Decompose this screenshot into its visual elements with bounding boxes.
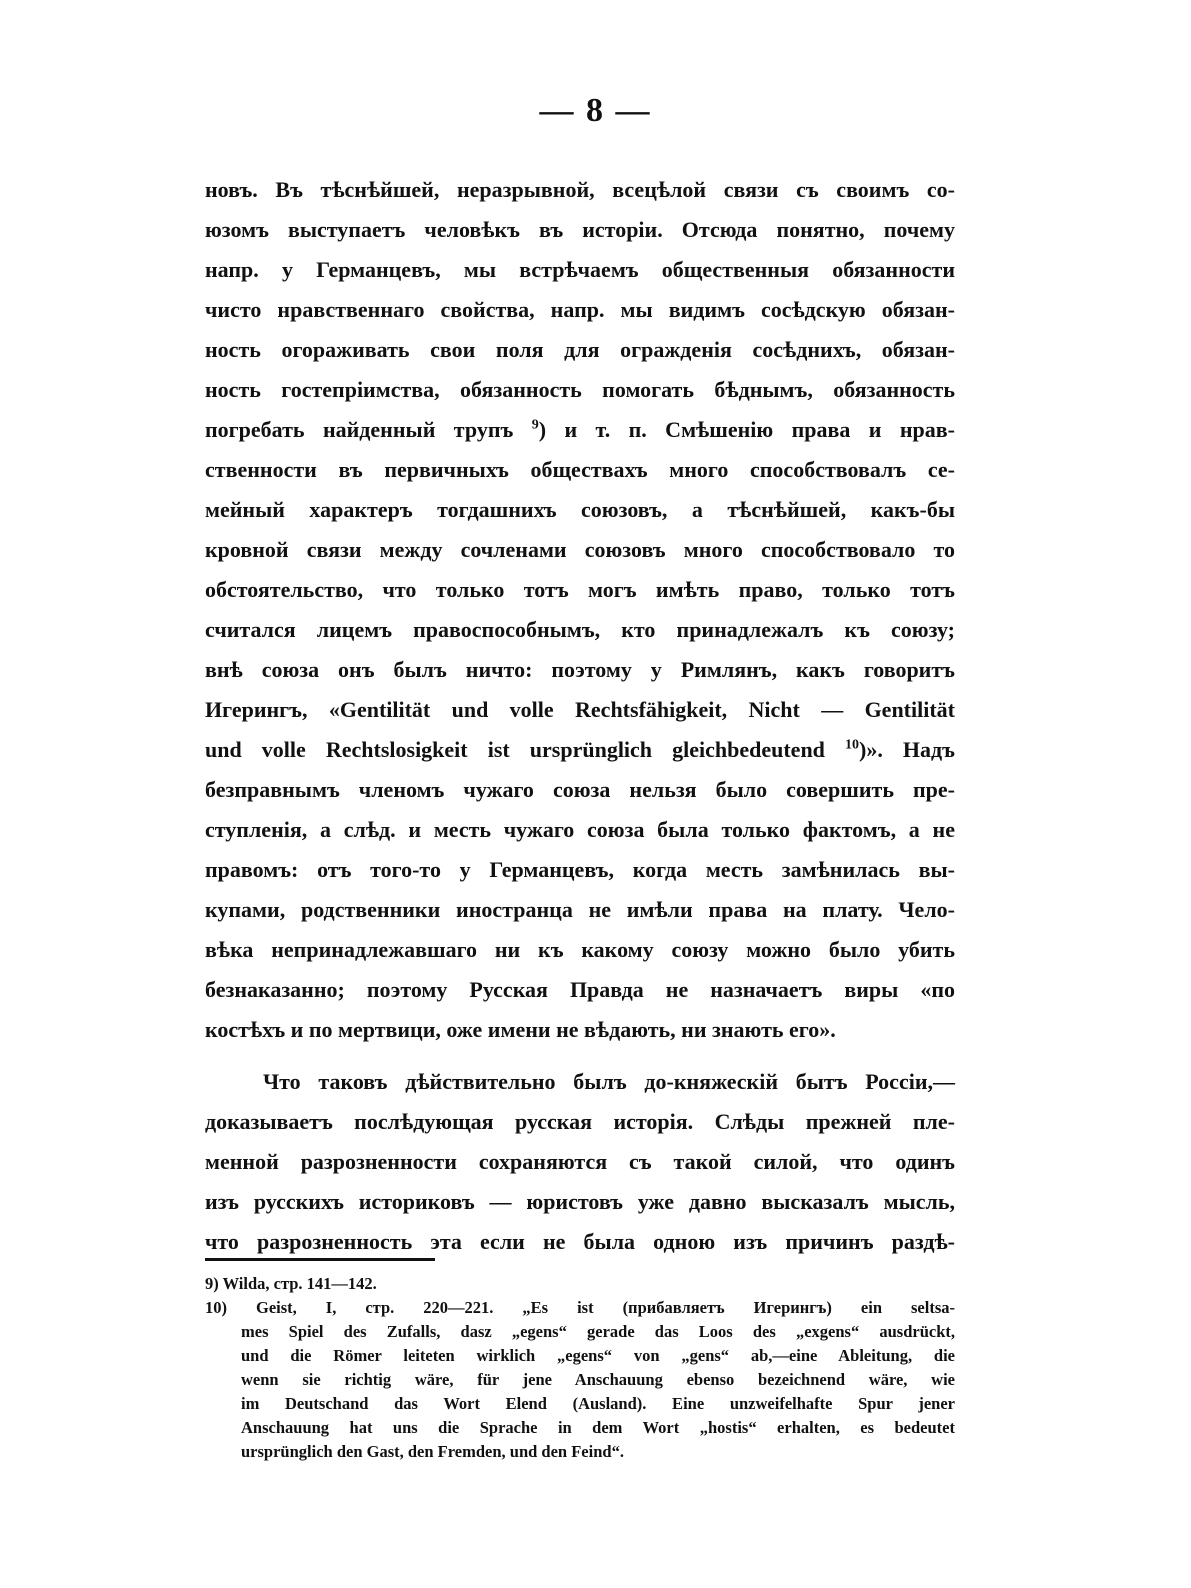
paragraph-gap [205,1050,955,1062]
footnote-9: 9) Wilda, стр. 141—142. [205,1274,377,1293]
text-line: ступленія, а слѣд. и месть чужаго союза была только фактомъ, а не [205,817,955,842]
footnote-line: Anschauung hat uns die Sprache in dem Wort „hostis“ erhalten, es bedeutet [241,1418,955,1437]
text-line: что разрозненность эта если не была одною изъ причинъ раздѣ- [205,1229,955,1254]
footnote-line: ursprünglich den Gast, den Fremden, und den Feind“. [241,1442,624,1461]
text-line: напр. у Германцевъ, мы встрѣчаемъ общественныя обязанности [205,257,955,282]
text-line [205,410,955,450]
text-line: вѣка непринадлежавшаго ни къ какому союзу можно было убить [205,937,955,962]
text-line: ность огораживать свои поля для огражденія сосѣднихъ, обязан- [205,337,955,362]
text-line: Игерингъ, «Gentilität und volle Rechtsfähigkeit, Nicht — Gentilität [205,697,955,722]
text-line: внѣ союза онъ былъ ничто: поэтому у Римлянъ, какъ говоритъ [205,657,955,682]
text-fragment: und volle Rechtslosigkeit ist ursprünglich gleichbedeutend [205,737,845,762]
text-fragment: ) и т. п. Смѣшенію права и нрав- [538,417,955,442]
footnote-ref-10[interactable]: 10 [845,737,859,753]
main-text [205,170,955,1262]
text-line: купами, родственники иностранца не имѣли права на плату. Чело- [205,897,955,922]
text-line: юзомъ выступаетъ человѣкъ въ исторіи. Отсюда понятно, почему [205,217,955,242]
text-line: мейный характеръ тогдашнихъ союзовъ, а тѣснѣйшей, какъ-бы [205,497,955,522]
text-line: Что таковъ дѣйствительно былъ до-княжескій бытъ Россіи,— [263,1069,955,1094]
text-line: кровной связи между сочленами союзовъ много способствовало то [205,537,955,562]
text-line [205,730,955,770]
text-line: костѣхъ и по мертвици, оже имени не вѣдають, ни знають его». [205,1017,836,1042]
text-line: обстоятельство, что только тотъ могъ имѣть право, только тотъ [205,577,955,602]
text-line: безнаказанно; поэтому Русская Правда не назначаетъ виры «по [205,977,955,1002]
text-fragment: погребать найденный трупъ [205,417,514,442]
text-fragment: )». Надъ [859,737,955,762]
footnotes [205,1272,955,1464]
footnote-line: mes Spiel des Zufalls, dasz „egens“ gerade das Loos des „exgens“ ausdrückt, [241,1322,955,1341]
page-number: — 8 — [539,92,652,129]
footnote-10: 10) Geist, I, стр. 220—221. „Es ist (прибавляетъ Игерингъ) ein seltsa- [205,1298,955,1317]
text-line: правомъ: отъ того-то у Германцевъ, когда месть замѣнилась вы- [205,857,955,882]
text-line: доказываетъ послѣдующая русская исторія. Слѣды прежней пле- [205,1109,955,1134]
footnote-divider [205,1258,435,1261]
text-line: ность гостепріимства, обязанность помогать бѣднымъ, обязанность [205,377,955,402]
text-line: чисто нравственнаго свойства, напр. мы видимъ сосѣдскую обязан- [205,297,955,322]
text-line: ственности въ первичныхъ обществахъ много способствовалъ се- [205,457,955,482]
text-line: новъ. Въ тѣснѣйшей, неразрывной, всецѣлой связи съ своимъ со- [205,177,955,202]
text-line: безправнымъ членомъ чужаго союза нельзя было совершить пре- [205,777,955,802]
footnote-line: wenn sie richtig wäre, für jene Anschauung ebenso bezeichnend wäre, wie [241,1370,955,1389]
footnote-ref-9[interactable]: 9 [531,417,539,433]
text-line: изъ русскихъ историковъ — юристовъ уже давно высказалъ мысль, [205,1189,955,1214]
footnote-line: im Deutschand das Wort Elend (Ausland). Eine unzweifelhafte Spur jener [241,1394,955,1413]
text-line: считался лицемъ правоспособнымъ, кто принадлежалъ къ союзу; [205,617,955,642]
text-line: менной разрозненности сохраняются съ такой силой, что одинъ [205,1149,955,1174]
footnote-line: und die Römer leiteten wirklich „egens“ von „gens“ ab,—eine Ableitung, die [241,1346,955,1365]
